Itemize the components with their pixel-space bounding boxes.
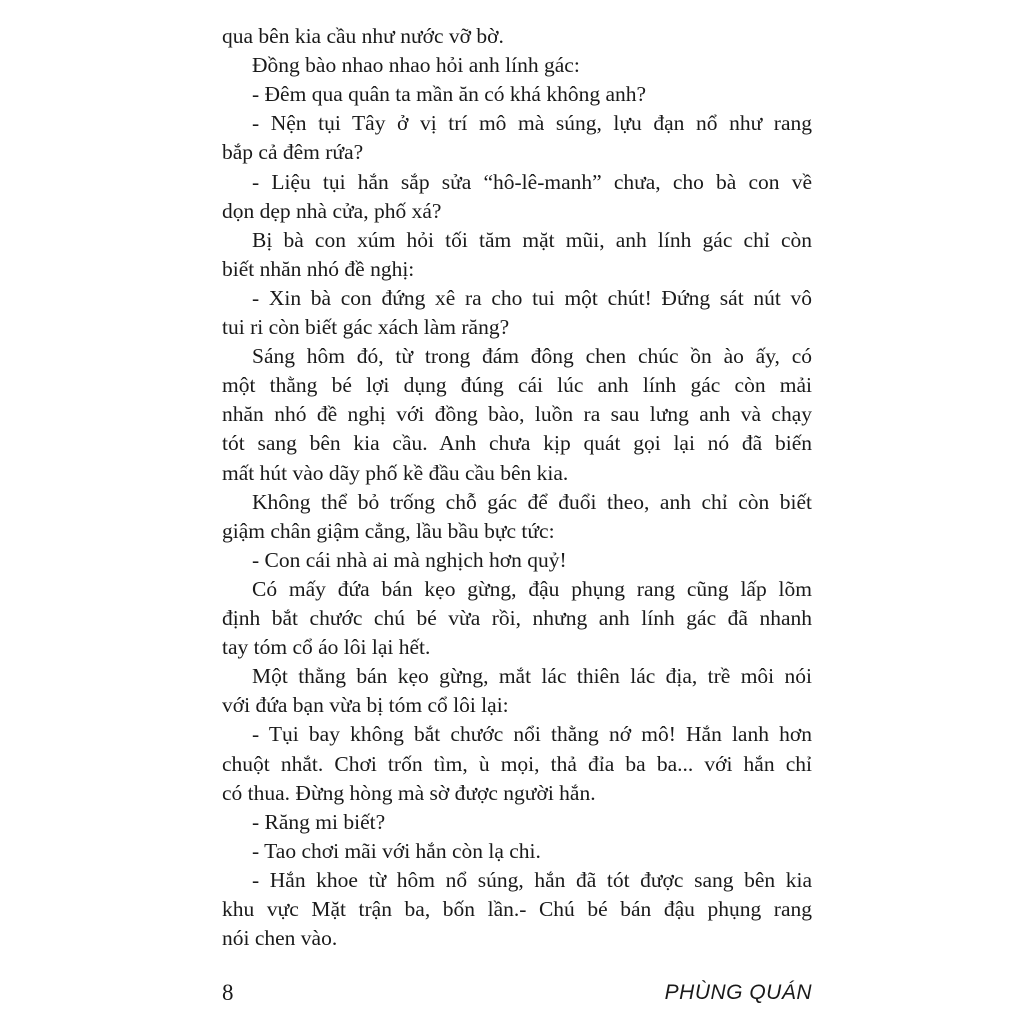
text-line: - Nện tụi Tây ở vị trí mô mà súng, lựu đạn nổ như rang xyxy=(252,111,812,136)
text-line: Một thằng bán kẹo gừng, mắt lác thiên lác địa, trề môi nói xyxy=(252,664,812,689)
page-number: 8 xyxy=(222,980,234,1005)
text-line: Không thể bỏ trống chỗ gác để đuổi theo, anh chỉ còn biết xyxy=(252,489,812,514)
text-line: nói chen vào. xyxy=(222,926,338,951)
text-line: với đứa bạn vừa bị tóm cổ lôi lại: xyxy=(222,693,509,718)
text-line: - Răng mi biết? xyxy=(252,809,386,834)
text-line: - Hắn khoe từ hôm nổ súng, hắn đã tót được sang bên kia xyxy=(252,867,812,892)
text-line: Có mấy đứa bán kẹo gừng, đậu phụng rang cũng lấp lõm xyxy=(252,576,812,601)
text-line: định bắt chước chú bé vừa rồi, nhưng anh lính gác đã nhanh xyxy=(222,606,812,630)
text-line: - Tao chơi mãi với hắn còn lạ chi. xyxy=(252,838,541,863)
text-line: tui ri còn biết gác xách làm răng? xyxy=(222,315,510,339)
text-line: Bị bà con xúm hỏi tối tăm mặt mũi, anh lính gác chỉ còn xyxy=(252,227,812,252)
text-line: - Liệu tụi hắn sắp sửa “hô-lê-manh” chưa, cho bà con về xyxy=(252,169,812,194)
text-line: khu vực Mặt trận ba, bốn lần.- Chú bé bán đậu phụng rang xyxy=(222,897,812,921)
text-line: chuột nhắt. Chơi trốn tìm, ù mọi, thả đỉa ba ba... với hắn chỉ xyxy=(222,751,812,776)
text-line: có thua. Đừng hòng mà sờ được người hắn. xyxy=(222,780,596,805)
text-line: qua bên kia cầu như nước vỡ bờ. xyxy=(222,24,504,48)
text-line: tay tóm cổ áo lôi lại hết. xyxy=(222,635,431,660)
text-line: biết nhăn nhó đề nghị: xyxy=(222,256,415,281)
text-line: nhăn nhó đề nghị với đồng bào, luồn ra sau lưng anh và chạy xyxy=(222,402,812,427)
text-line: giậm chân giậm cẳng, lầu bầu bực tức: xyxy=(222,518,555,543)
text-line: một thằng bé lợi dụng đúng cái lúc anh lính gác còn mải xyxy=(222,373,812,398)
text-line: - Đêm qua quân ta mần ăn có khá không anh? xyxy=(252,82,647,107)
text-line: bắp cả đêm rứa? xyxy=(222,140,364,165)
text-line: dọn dẹp nhà cửa, phố xá? xyxy=(222,198,442,223)
text-line: - Con cái nhà ai mà nghịch hơn quỷ! xyxy=(252,547,567,572)
text-line: Đồng bào nhao nhao hỏi anh lính gác: xyxy=(252,53,580,78)
running-footer-author: PHÙNG QUÁN xyxy=(664,981,812,1004)
text-line: - Xin bà con đứng xê ra cho tui một chút! Đứng sát nút vô xyxy=(252,285,812,310)
text-line: Sáng hôm đó, từ trong đám đông chen chúc ồn ào ấy, có xyxy=(252,344,812,369)
text-line: tót sang bên kia cầu. Anh chưa kịp quát gọi lại nó đã biến xyxy=(222,431,812,456)
text-line: - Tụi bay không bắt chước nổi thằng nớ mô! Hắn lanh hơn xyxy=(252,722,812,747)
text-line: mất hút vào dãy phố kề đầu cầu bên kia. xyxy=(222,460,569,485)
